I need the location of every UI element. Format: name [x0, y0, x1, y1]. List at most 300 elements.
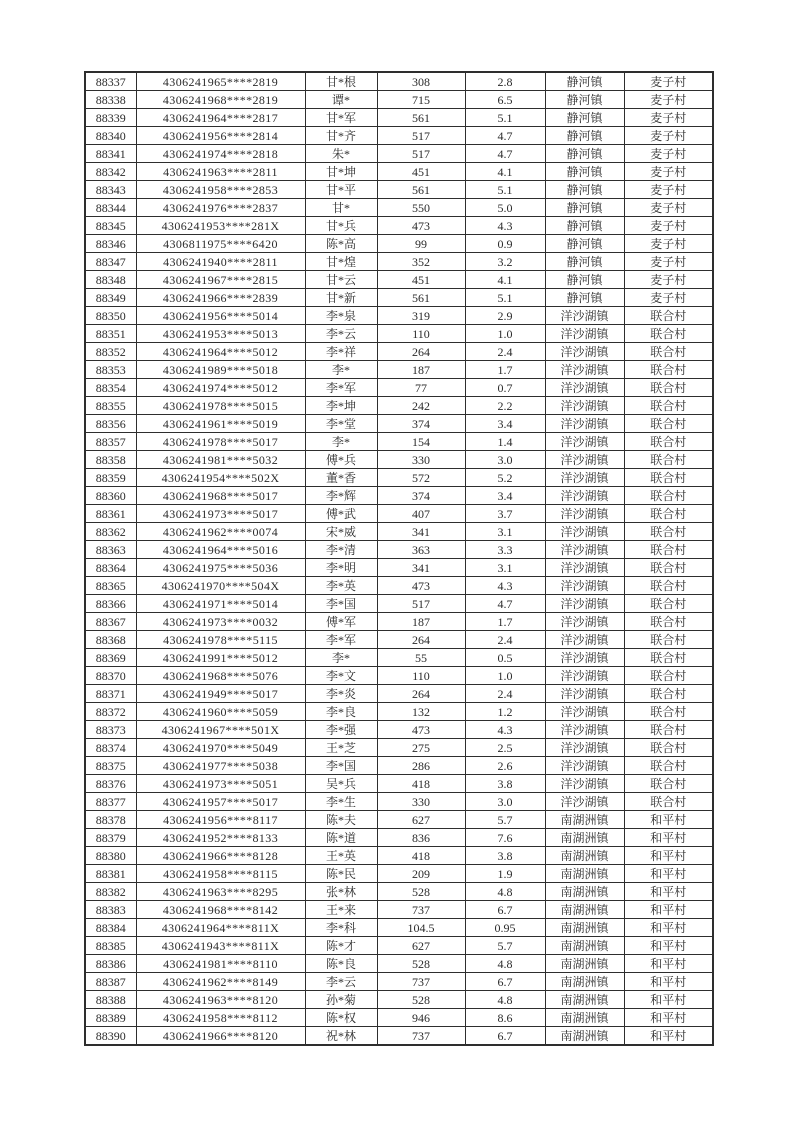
cell-id-number: 4306241952****8133: [136, 829, 305, 847]
table-row: [85, 235, 713, 253]
cell-area: 6.7: [465, 973, 545, 991]
cell-area: 4.8: [465, 991, 545, 1009]
cell-name: 甘*坤: [305, 163, 377, 181]
cell-name: 李*文: [305, 667, 377, 685]
cell-town: 洋沙湖镇: [545, 613, 624, 631]
cell-serial: 88390: [85, 1027, 136, 1046]
cell-serial: 88388: [85, 991, 136, 1009]
cell-amount: 418: [377, 847, 465, 865]
table-row: [85, 703, 713, 721]
records-table: [84, 71, 714, 1046]
cell-town: 静河镇: [545, 181, 624, 199]
cell-town: 洋沙湖镇: [545, 595, 624, 613]
cell-amount: 517: [377, 127, 465, 145]
table-row: [85, 487, 713, 505]
cell-town: 洋沙湖镇: [545, 649, 624, 667]
cell-serial: 88363: [85, 541, 136, 559]
cell-serial: 88358: [85, 451, 136, 469]
cell-amount: 330: [377, 793, 465, 811]
cell-id-number: 4306241964****5012: [136, 343, 305, 361]
cell-town: 洋沙湖镇: [545, 703, 624, 721]
table-row: [85, 847, 713, 865]
cell-village: 联合村: [624, 559, 713, 577]
cell-id-number: 4306241974****5012: [136, 379, 305, 397]
cell-village: 和平村: [624, 919, 713, 937]
cell-village: 和平村: [624, 955, 713, 973]
cell-village: 和平村: [624, 1009, 713, 1027]
cell-id-number: 4306241968****2819: [136, 91, 305, 109]
cell-amount: 154: [377, 433, 465, 451]
cell-village: 联合村: [624, 649, 713, 667]
table-row: [85, 901, 713, 919]
cell-name: 陈*夫: [305, 811, 377, 829]
cell-town: 静河镇: [545, 217, 624, 235]
cell-town: 洋沙湖镇: [545, 793, 624, 811]
cell-amount: 627: [377, 937, 465, 955]
cell-name: 张*林: [305, 883, 377, 901]
cell-id-number: 4306241973****0032: [136, 613, 305, 631]
cell-village: 和平村: [624, 865, 713, 883]
cell-id-number: 4306241961****5019: [136, 415, 305, 433]
cell-village: 和平村: [624, 847, 713, 865]
cell-id-number: 4306241963****8295: [136, 883, 305, 901]
cell-id-number: 4306241962****0074: [136, 523, 305, 541]
cell-town: 洋沙湖镇: [545, 487, 624, 505]
cell-amount: 187: [377, 361, 465, 379]
cell-serial: 88382: [85, 883, 136, 901]
table-row: [85, 469, 713, 487]
cell-town: 静河镇: [545, 199, 624, 217]
cell-village: 和平村: [624, 829, 713, 847]
cell-amount: 946: [377, 1009, 465, 1027]
cell-village: 联合村: [624, 595, 713, 613]
cell-name: 傅*兵: [305, 451, 377, 469]
cell-area: 2.2: [465, 397, 545, 415]
cell-area: 5.1: [465, 289, 545, 307]
table-row: [85, 109, 713, 127]
cell-area: 1.2: [465, 703, 545, 721]
table-row: [85, 72, 713, 91]
cell-name: 李*军: [305, 379, 377, 397]
cell-amount: 517: [377, 145, 465, 163]
table-row: [85, 649, 713, 667]
cell-id-number: 4306241976****2837: [136, 199, 305, 217]
cell-area: 3.7: [465, 505, 545, 523]
cell-serial: 88352: [85, 343, 136, 361]
cell-village: 和平村: [624, 883, 713, 901]
table-row: [85, 379, 713, 397]
cell-town: 洋沙湖镇: [545, 577, 624, 595]
cell-town: 洋沙湖镇: [545, 433, 624, 451]
cell-town: 南湖洲镇: [545, 811, 624, 829]
cell-id-number: 4306811975****6420: [136, 235, 305, 253]
cell-amount: 110: [377, 325, 465, 343]
table-row: [85, 91, 713, 109]
cell-name: 甘*平: [305, 181, 377, 199]
cell-serial: 88380: [85, 847, 136, 865]
cell-name: 王*芝: [305, 739, 377, 757]
cell-serial: 88368: [85, 631, 136, 649]
cell-town: 洋沙湖镇: [545, 343, 624, 361]
cell-area: 2.8: [465, 72, 545, 91]
cell-id-number: 4306241960****5059: [136, 703, 305, 721]
cell-village: 麦子村: [624, 163, 713, 181]
cell-name: 李*: [305, 361, 377, 379]
cell-area: 5.7: [465, 937, 545, 955]
cell-serial: 88385: [85, 937, 136, 955]
cell-name: 李*泉: [305, 307, 377, 325]
cell-name: 陈*民: [305, 865, 377, 883]
cell-name: 傅*武: [305, 505, 377, 523]
cell-id-number: 4306241940****2811: [136, 253, 305, 271]
cell-village: 麦子村: [624, 271, 713, 289]
cell-name: 李*: [305, 649, 377, 667]
cell-amount: 627: [377, 811, 465, 829]
cell-area: 3.4: [465, 415, 545, 433]
cell-serial: 88376: [85, 775, 136, 793]
cell-id-number: 4306241964****2817: [136, 109, 305, 127]
cell-area: 5.1: [465, 181, 545, 199]
cell-village: 联合村: [624, 433, 713, 451]
cell-amount: 572: [377, 469, 465, 487]
cell-name: 李*云: [305, 973, 377, 991]
cell-name: 陈*道: [305, 829, 377, 847]
cell-amount: 737: [377, 901, 465, 919]
table-row: [85, 631, 713, 649]
cell-serial: 88342: [85, 163, 136, 181]
cell-town: 静河镇: [545, 289, 624, 307]
cell-name: 李*生: [305, 793, 377, 811]
table-row: [85, 217, 713, 235]
cell-id-number: 4306241958****2853: [136, 181, 305, 199]
cell-id-number: 4306241953****281X: [136, 217, 305, 235]
cell-town: 洋沙湖镇: [545, 739, 624, 757]
table-row: [85, 577, 713, 595]
cell-area: 4.8: [465, 955, 545, 973]
cell-area: 5.7: [465, 811, 545, 829]
cell-area: 7.6: [465, 829, 545, 847]
cell-id-number: 4306241966****8128: [136, 847, 305, 865]
cell-amount: 242: [377, 397, 465, 415]
table-row: [85, 595, 713, 613]
cell-amount: 77: [377, 379, 465, 397]
cell-village: 联合村: [624, 523, 713, 541]
cell-name: 李*军: [305, 631, 377, 649]
cell-id-number: 4306241953****5013: [136, 325, 305, 343]
cell-area: 5.1: [465, 109, 545, 127]
cell-town: 洋沙湖镇: [545, 541, 624, 559]
table-row: [85, 613, 713, 631]
cell-area: 3.2: [465, 253, 545, 271]
table-row: [85, 325, 713, 343]
table-row: [85, 289, 713, 307]
table-row: [85, 667, 713, 685]
cell-amount: 451: [377, 163, 465, 181]
cell-area: 2.4: [465, 343, 545, 361]
cell-area: 0.5: [465, 649, 545, 667]
cell-area: 4.3: [465, 721, 545, 739]
cell-id-number: 4306241970****5049: [136, 739, 305, 757]
cell-amount: 528: [377, 955, 465, 973]
cell-area: 6.5: [465, 91, 545, 109]
cell-town: 静河镇: [545, 109, 624, 127]
cell-id-number: 4306241973****5017: [136, 505, 305, 523]
cell-amount: 264: [377, 685, 465, 703]
cell-town: 南湖洲镇: [545, 1009, 624, 1027]
cell-area: 6.7: [465, 1027, 545, 1046]
cell-amount: 737: [377, 973, 465, 991]
cell-town: 南湖洲镇: [545, 829, 624, 847]
cell-id-number: 4306241968****5076: [136, 667, 305, 685]
cell-town: 南湖洲镇: [545, 865, 624, 883]
cell-amount: 330: [377, 451, 465, 469]
cell-id-number: 4306241966****8120: [136, 1027, 305, 1046]
cell-name: 李*国: [305, 595, 377, 613]
cell-town: 静河镇: [545, 72, 624, 91]
cell-amount: 209: [377, 865, 465, 883]
cell-id-number: 4306241958****8115: [136, 865, 305, 883]
cell-amount: 550: [377, 199, 465, 217]
table-row: [85, 397, 713, 415]
cell-id-number: 4306241956****2814: [136, 127, 305, 145]
cell-town: 洋沙湖镇: [545, 505, 624, 523]
cell-name: 傅*军: [305, 613, 377, 631]
table-row: [85, 541, 713, 559]
cell-town: 南湖洲镇: [545, 847, 624, 865]
cell-area: 2.5: [465, 739, 545, 757]
cell-name: 陈*高: [305, 235, 377, 253]
cell-amount: 561: [377, 109, 465, 127]
cell-area: 1.9: [465, 865, 545, 883]
table-row: [85, 307, 713, 325]
cell-amount: 407: [377, 505, 465, 523]
cell-village: 联合村: [624, 505, 713, 523]
cell-town: 南湖洲镇: [545, 937, 624, 955]
cell-area: 4.7: [465, 127, 545, 145]
cell-town: 洋沙湖镇: [545, 415, 624, 433]
cell-id-number: 4306241967****501X: [136, 721, 305, 739]
cell-town: 静河镇: [545, 127, 624, 145]
cell-town: 洋沙湖镇: [545, 307, 624, 325]
cell-amount: 319: [377, 307, 465, 325]
cell-village: 麦子村: [624, 127, 713, 145]
cell-town: 洋沙湖镇: [545, 559, 624, 577]
cell-amount: 55: [377, 649, 465, 667]
cell-name: 李*堂: [305, 415, 377, 433]
cell-village: 和平村: [624, 937, 713, 955]
cell-id-number: 4306241991****5012: [136, 649, 305, 667]
cell-area: 6.7: [465, 901, 545, 919]
cell-serial: 88384: [85, 919, 136, 937]
cell-name: 孙*菊: [305, 991, 377, 1009]
cell-area: 1.4: [465, 433, 545, 451]
cell-id-number: 4306241954****502X: [136, 469, 305, 487]
table-row: [85, 127, 713, 145]
cell-serial: 88340: [85, 127, 136, 145]
cell-id-number: 4306241958****8112: [136, 1009, 305, 1027]
cell-serial: 88359: [85, 469, 136, 487]
cell-area: 3.8: [465, 847, 545, 865]
cell-serial: 88356: [85, 415, 136, 433]
cell-village: 联合村: [624, 469, 713, 487]
cell-id-number: 4306241957****5017: [136, 793, 305, 811]
table-row: [85, 793, 713, 811]
cell-id-number: 4306241962****8149: [136, 973, 305, 991]
cell-area: 2.9: [465, 307, 545, 325]
cell-area: 4.3: [465, 577, 545, 595]
cell-name: 李*国: [305, 757, 377, 775]
cell-serial: 88387: [85, 973, 136, 991]
cell-amount: 561: [377, 289, 465, 307]
cell-amount: 110: [377, 667, 465, 685]
cell-area: 1.7: [465, 361, 545, 379]
cell-serial: 88348: [85, 271, 136, 289]
cell-serial: 88343: [85, 181, 136, 199]
table-row: [85, 1027, 713, 1046]
cell-amount: 99: [377, 235, 465, 253]
cell-serial: 88350: [85, 307, 136, 325]
cell-amount: 308: [377, 72, 465, 91]
table-row: [85, 433, 713, 451]
table-row: [85, 757, 713, 775]
cell-area: 1.0: [465, 325, 545, 343]
cell-town: 洋沙湖镇: [545, 523, 624, 541]
table-row: [85, 253, 713, 271]
cell-name: 陈*才: [305, 937, 377, 955]
table-row: [85, 163, 713, 181]
cell-area: 0.9: [465, 235, 545, 253]
cell-amount: 286: [377, 757, 465, 775]
cell-area: 2.4: [465, 631, 545, 649]
cell-town: 洋沙湖镇: [545, 667, 624, 685]
cell-name: 李*科: [305, 919, 377, 937]
cell-area: 0.95: [465, 919, 545, 937]
cell-serial: 88351: [85, 325, 136, 343]
table-row: [85, 919, 713, 937]
cell-town: 南湖洲镇: [545, 991, 624, 1009]
cell-id-number: 4306241970****504X: [136, 577, 305, 595]
cell-village: 联合村: [624, 757, 713, 775]
cell-town: 洋沙湖镇: [545, 325, 624, 343]
cell-amount: 528: [377, 991, 465, 1009]
cell-amount: 341: [377, 559, 465, 577]
cell-id-number: 4306241968****5017: [136, 487, 305, 505]
table-row: [85, 685, 713, 703]
cell-name: 李*良: [305, 703, 377, 721]
cell-serial: 88370: [85, 667, 136, 685]
cell-name: 谭*: [305, 91, 377, 109]
cell-town: 静河镇: [545, 235, 624, 253]
cell-id-number: 4306241943****811X: [136, 937, 305, 955]
table-row: [85, 559, 713, 577]
cell-amount: 836: [377, 829, 465, 847]
cell-village: 和平村: [624, 973, 713, 991]
cell-area: 5.0: [465, 199, 545, 217]
cell-name: 甘*: [305, 199, 377, 217]
table-row: [85, 739, 713, 757]
cell-name: 王*来: [305, 901, 377, 919]
cell-amount: 187: [377, 613, 465, 631]
cell-village: 联合村: [624, 721, 713, 739]
cell-amount: 473: [377, 577, 465, 595]
cell-village: 和平村: [624, 991, 713, 1009]
cell-area: 0.7: [465, 379, 545, 397]
cell-area: 5.2: [465, 469, 545, 487]
cell-id-number: 4306241963****2811: [136, 163, 305, 181]
table-row: [85, 865, 713, 883]
cell-name: 李*清: [305, 541, 377, 559]
cell-id-number: 4306241971****5014: [136, 595, 305, 613]
cell-amount: 528: [377, 883, 465, 901]
cell-id-number: 4306241978****5115: [136, 631, 305, 649]
cell-name: 甘*齐: [305, 127, 377, 145]
table-row: [85, 991, 713, 1009]
cell-area: 4.1: [465, 271, 545, 289]
cell-id-number: 4306241965****2819: [136, 72, 305, 91]
cell-name: 甘*兵: [305, 217, 377, 235]
cell-serial: 88381: [85, 865, 136, 883]
cell-serial: 88346: [85, 235, 136, 253]
table-row: [85, 523, 713, 541]
cell-serial: 88337: [85, 72, 136, 91]
table-row: [85, 361, 713, 379]
cell-village: 联合村: [624, 343, 713, 361]
cell-name: 李*强: [305, 721, 377, 739]
cell-serial: 88349: [85, 289, 136, 307]
cell-amount: 264: [377, 631, 465, 649]
cell-village: 麦子村: [624, 199, 713, 217]
cell-village: 麦子村: [624, 109, 713, 127]
cell-serial: 88369: [85, 649, 136, 667]
cell-village: 和平村: [624, 1027, 713, 1046]
cell-area: 3.8: [465, 775, 545, 793]
cell-serial: 88357: [85, 433, 136, 451]
cell-village: 麦子村: [624, 91, 713, 109]
cell-name: 王*英: [305, 847, 377, 865]
cell-id-number: 4306241975****5036: [136, 559, 305, 577]
cell-name: 甘*云: [305, 271, 377, 289]
cell-village: 联合村: [624, 685, 713, 703]
cell-id-number: 4306241964****5016: [136, 541, 305, 559]
cell-name: 甘*根: [305, 72, 377, 91]
cell-name: 李*辉: [305, 487, 377, 505]
cell-town: 南湖洲镇: [545, 973, 624, 991]
cell-town: 洋沙湖镇: [545, 397, 624, 415]
cell-village: 联合村: [624, 487, 713, 505]
cell-name: 李*云: [305, 325, 377, 343]
cell-area: 8.6: [465, 1009, 545, 1027]
table-row: [85, 883, 713, 901]
cell-serial: 88345: [85, 217, 136, 235]
cell-area: 1.7: [465, 613, 545, 631]
cell-name: 朱*: [305, 145, 377, 163]
table-row: [85, 775, 713, 793]
table-row: [85, 829, 713, 847]
cell-town: 洋沙湖镇: [545, 721, 624, 739]
cell-town: 南湖洲镇: [545, 919, 624, 937]
cell-name: 李*英: [305, 577, 377, 595]
cell-town: 洋沙湖镇: [545, 469, 624, 487]
cell-village: 麦子村: [624, 217, 713, 235]
cell-name: 董*香: [305, 469, 377, 487]
cell-name: 祝*林: [305, 1027, 377, 1046]
cell-amount: 473: [377, 721, 465, 739]
cell-village: 麦子村: [624, 235, 713, 253]
cell-amount: 737: [377, 1027, 465, 1046]
cell-town: 洋沙湖镇: [545, 379, 624, 397]
cell-id-number: 4306241949****5017: [136, 685, 305, 703]
cell-town: 静河镇: [545, 271, 624, 289]
